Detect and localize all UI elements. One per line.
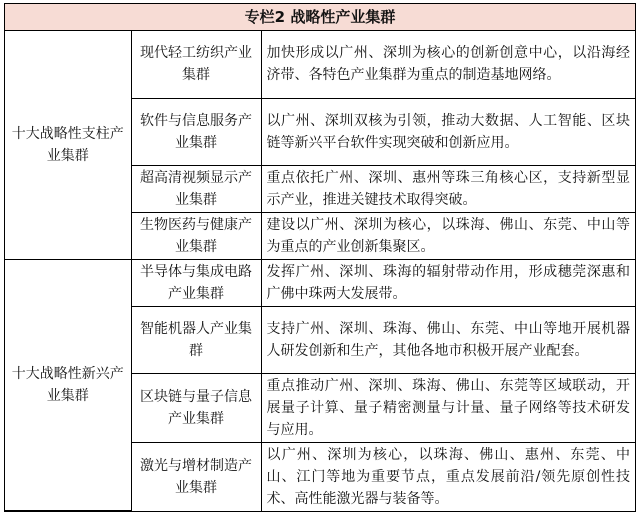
column-box	[4, 3, 636, 512]
cluster-desc-cell: 以广州、深圳双核为引领，推动大数据、人工智能、区块链等新兴平台软件实现突破和创新应用。	[261, 98, 635, 165]
cluster-desc-cell: 以广州、深圳为核心，以珠海、佛山、惠州、东莞、中山、江门等地为重要节点，重点发展前沿/领先原创性技术、高性能激光器与装备等。	[261, 442, 635, 511]
cluster-desc-cell: 发挥广州、深圳、珠海的辐射带动作用，形成穗莞深惠和广佛中珠两大发展带。	[261, 259, 635, 306]
cluster-name-cell: 智能机器人产业集群	[131, 306, 261, 373]
cluster-name-cell: 生物医药与健康产业集群	[131, 212, 261, 259]
cluster-name-cell: 半导体与集成电路产业集群	[131, 259, 261, 306]
cluster-desc-cell: 重点依托广州、深圳、惠州等珠三角核心区，支持新型显示产业，推进关键技术取得突破。	[261, 165, 635, 212]
cluster-name-cell: 现代轻工纺织产业集群	[131, 31, 261, 98]
box-title: 专栏2 战略性产业集群	[5, 4, 635, 31]
cluster-desc-cell: 重点推动广州、深圳、珠海、佛山、东莞等区域联动，开展量子计算、量子精密测量与计量、量子网络等技术研发与应用。	[261, 373, 635, 442]
category-cell: 十大战略性新兴产业集群	[5, 259, 131, 511]
cluster-name-cell: 激光与增材制造产业集群	[131, 442, 261, 511]
category-cell: 十大战略性支柱产业集群	[5, 31, 131, 259]
cluster-desc-cell: 建设以广州、深圳为核心，以珠海、佛山、东莞、中山等为重点的产业创新集聚区。	[261, 212, 635, 259]
cluster-name-cell: 超高清视频显示产业集群	[131, 165, 261, 212]
cluster-name-cell: 软件与信息服务产业集群	[131, 98, 261, 165]
table-row	[5, 259, 635, 306]
cluster-name-cell: 区块链与量子信息产业集群	[131, 373, 261, 442]
cluster-desc-cell: 加快形成以广州、深圳为核心的创新创意中心，以沿海经济带、各特色产业集群为重点的制造基地网络。	[261, 31, 635, 98]
table-row	[5, 31, 635, 98]
industry-cluster-table	[5, 31, 635, 511]
cluster-desc-cell: 支持广州、深圳、珠海、佛山、东莞、中山等地开展机器人研发创新和生产，其他各地市积极开展产业配套。	[261, 306, 635, 373]
